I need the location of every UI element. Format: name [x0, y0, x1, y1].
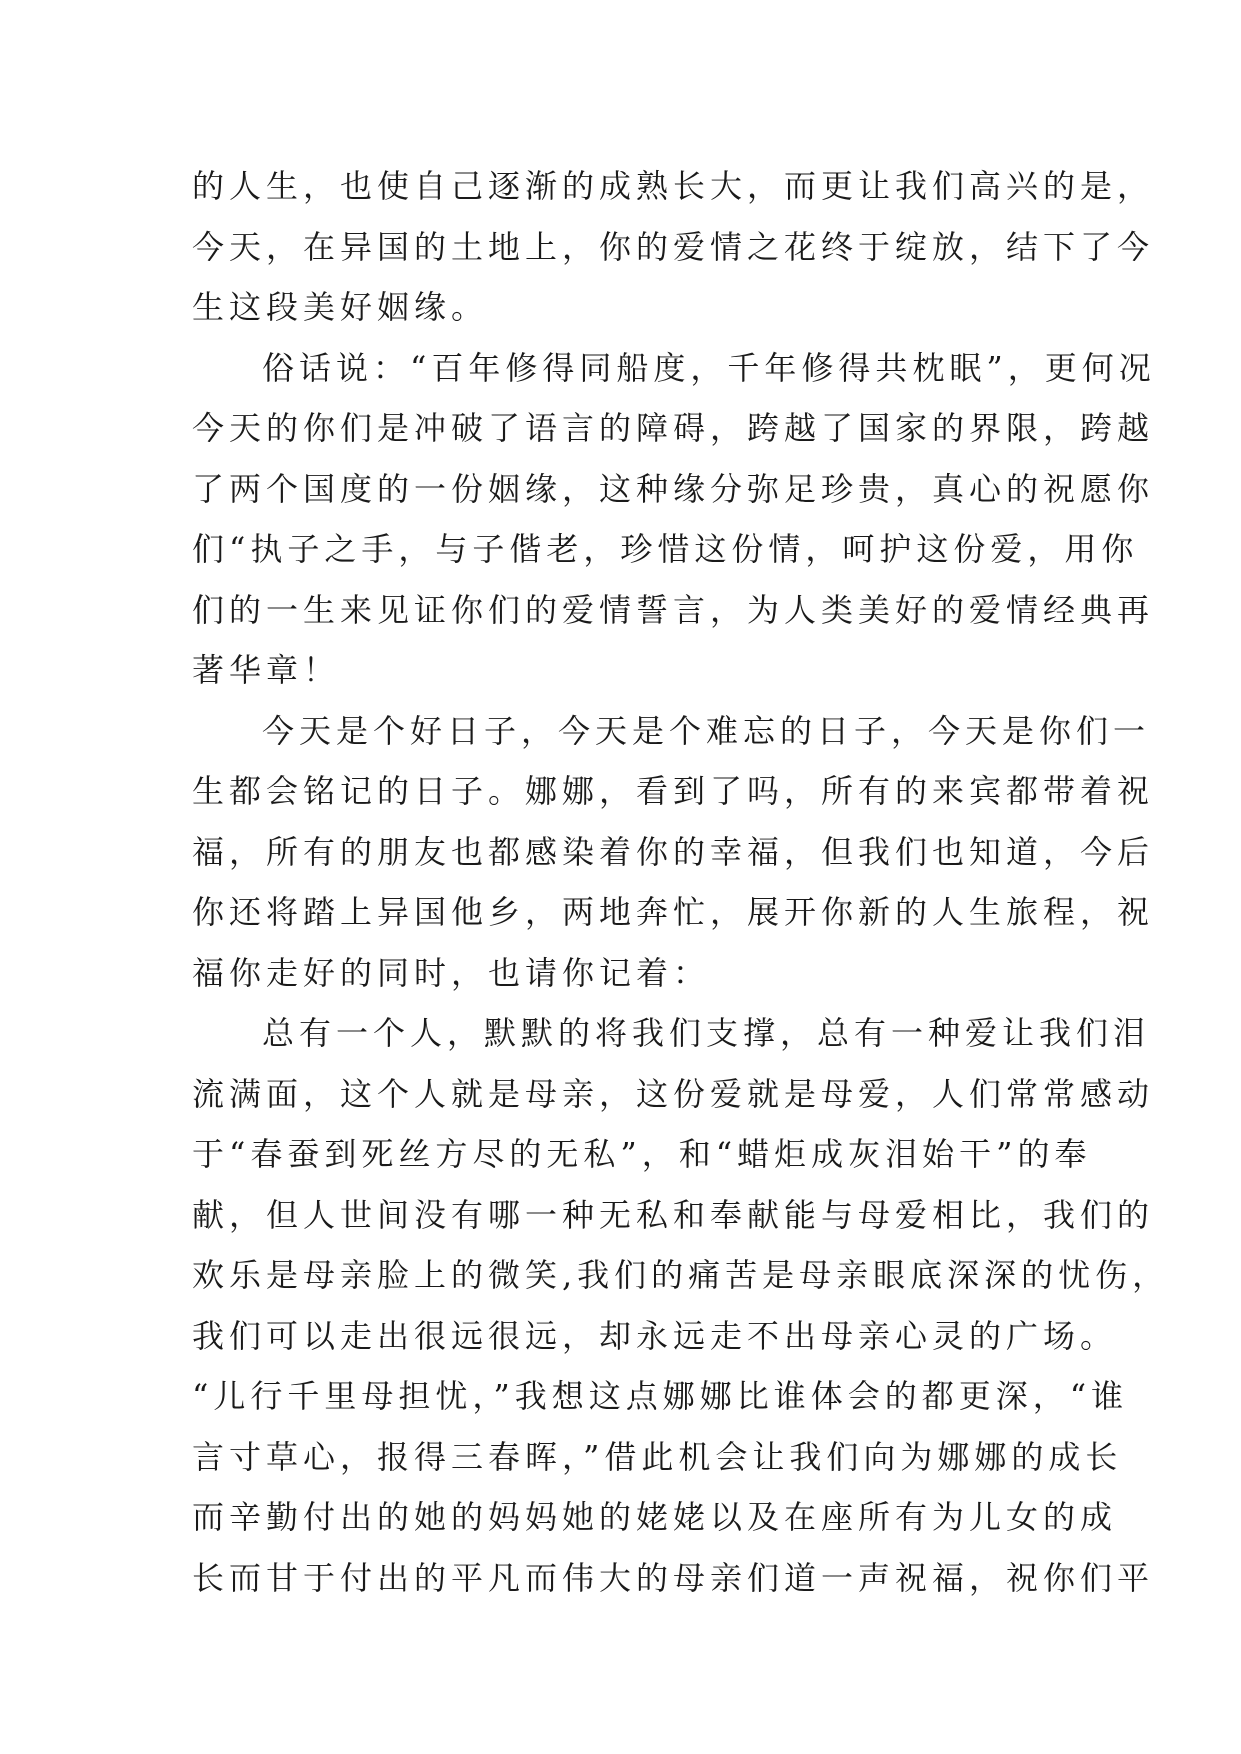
text-line: 欢乐是母亲脸上的微笑,我们的痛苦是母亲眼底深深的忧伤，	[192, 1256, 1170, 1294]
text-line: 福，所有的朋友也都感染着你的幸福，但我们也知道，今后	[192, 832, 1155, 871]
text-line: 生这段美好姻缘。	[192, 288, 489, 326]
text-line: 于“春蚕到死丝方尽的无私”，和“蜡炬成灰泪始干”的奉	[192, 1135, 1092, 1173]
text-line: 今天的你们是冲破了语言的障碍，跨越了国家的界限，跨越	[192, 409, 1155, 447]
text-line: 献，但人世间没有哪一种无私和奉献能与母爱相比，我们的	[192, 1195, 1155, 1234]
text-line: 们“执子之手，与子偕老，珍惜这份情，呵护这份爱，用你	[192, 530, 1139, 568]
text-line: 著华章！	[192, 651, 341, 689]
text-line: 言寸草心，报得三春晖，”借此机会让我们向为娜娜的成长	[192, 1437, 1123, 1476]
text-line: 生都会铭记的日子。娜娜，看到了吗，所有的来宾都带着祝	[192, 772, 1155, 810]
text-line: 今天，在异国的土地上，你的爱情之花终于绽放，结下了今	[192, 227, 1155, 266]
paragraph-first-line: 俗话说：“百年修得同船度，千年修得共枕眠”，更何况	[262, 348, 1156, 387]
text-line: 的人生，也使自己逐渐的成熟长大，而更让我们高兴的是，	[192, 167, 1155, 205]
document-body	[192, 156, 1170, 1608]
paragraph-first-line: 今天是个好日子，今天是个难忘的日子，今天是你们一	[262, 711, 1151, 750]
text-line: “儿行千里母担忧，”我想这点娜娜比谁体会的都更深，“谁	[192, 1377, 1129, 1415]
text-line: 我们可以走出很远很远，却永远走不出母亲心灵的广场。	[192, 1316, 1118, 1355]
text-line: 流满面，这个人就是母亲，这份爱就是母爱，人们常常感动	[192, 1074, 1155, 1113]
text-line: 而辛勤付出的她的妈妈她的姥姥以及在座所有为儿女的成	[192, 1498, 1118, 1536]
text-line: 了两个国度的一份姻缘，这种缘分弥足珍贵，真心的祝愿你	[192, 469, 1155, 508]
paragraph-first-line: 总有一个人，默默的将我们支撑，总有一种爱让我们泪	[262, 1014, 1151, 1052]
text-line: 福你走好的同时，也请你记着：	[192, 953, 711, 992]
text-line: 长而甘于付出的平凡而伟大的母亲们道一声祝福，祝你们平	[192, 1558, 1155, 1597]
text-line: 们的一生来见证你们的爱情誓言，为人类美好的爱情经典再	[192, 590, 1155, 629]
text-line: 你还将踏上异国他乡，两地奔忙，展开你新的人生旅程，祝	[192, 893, 1155, 931]
